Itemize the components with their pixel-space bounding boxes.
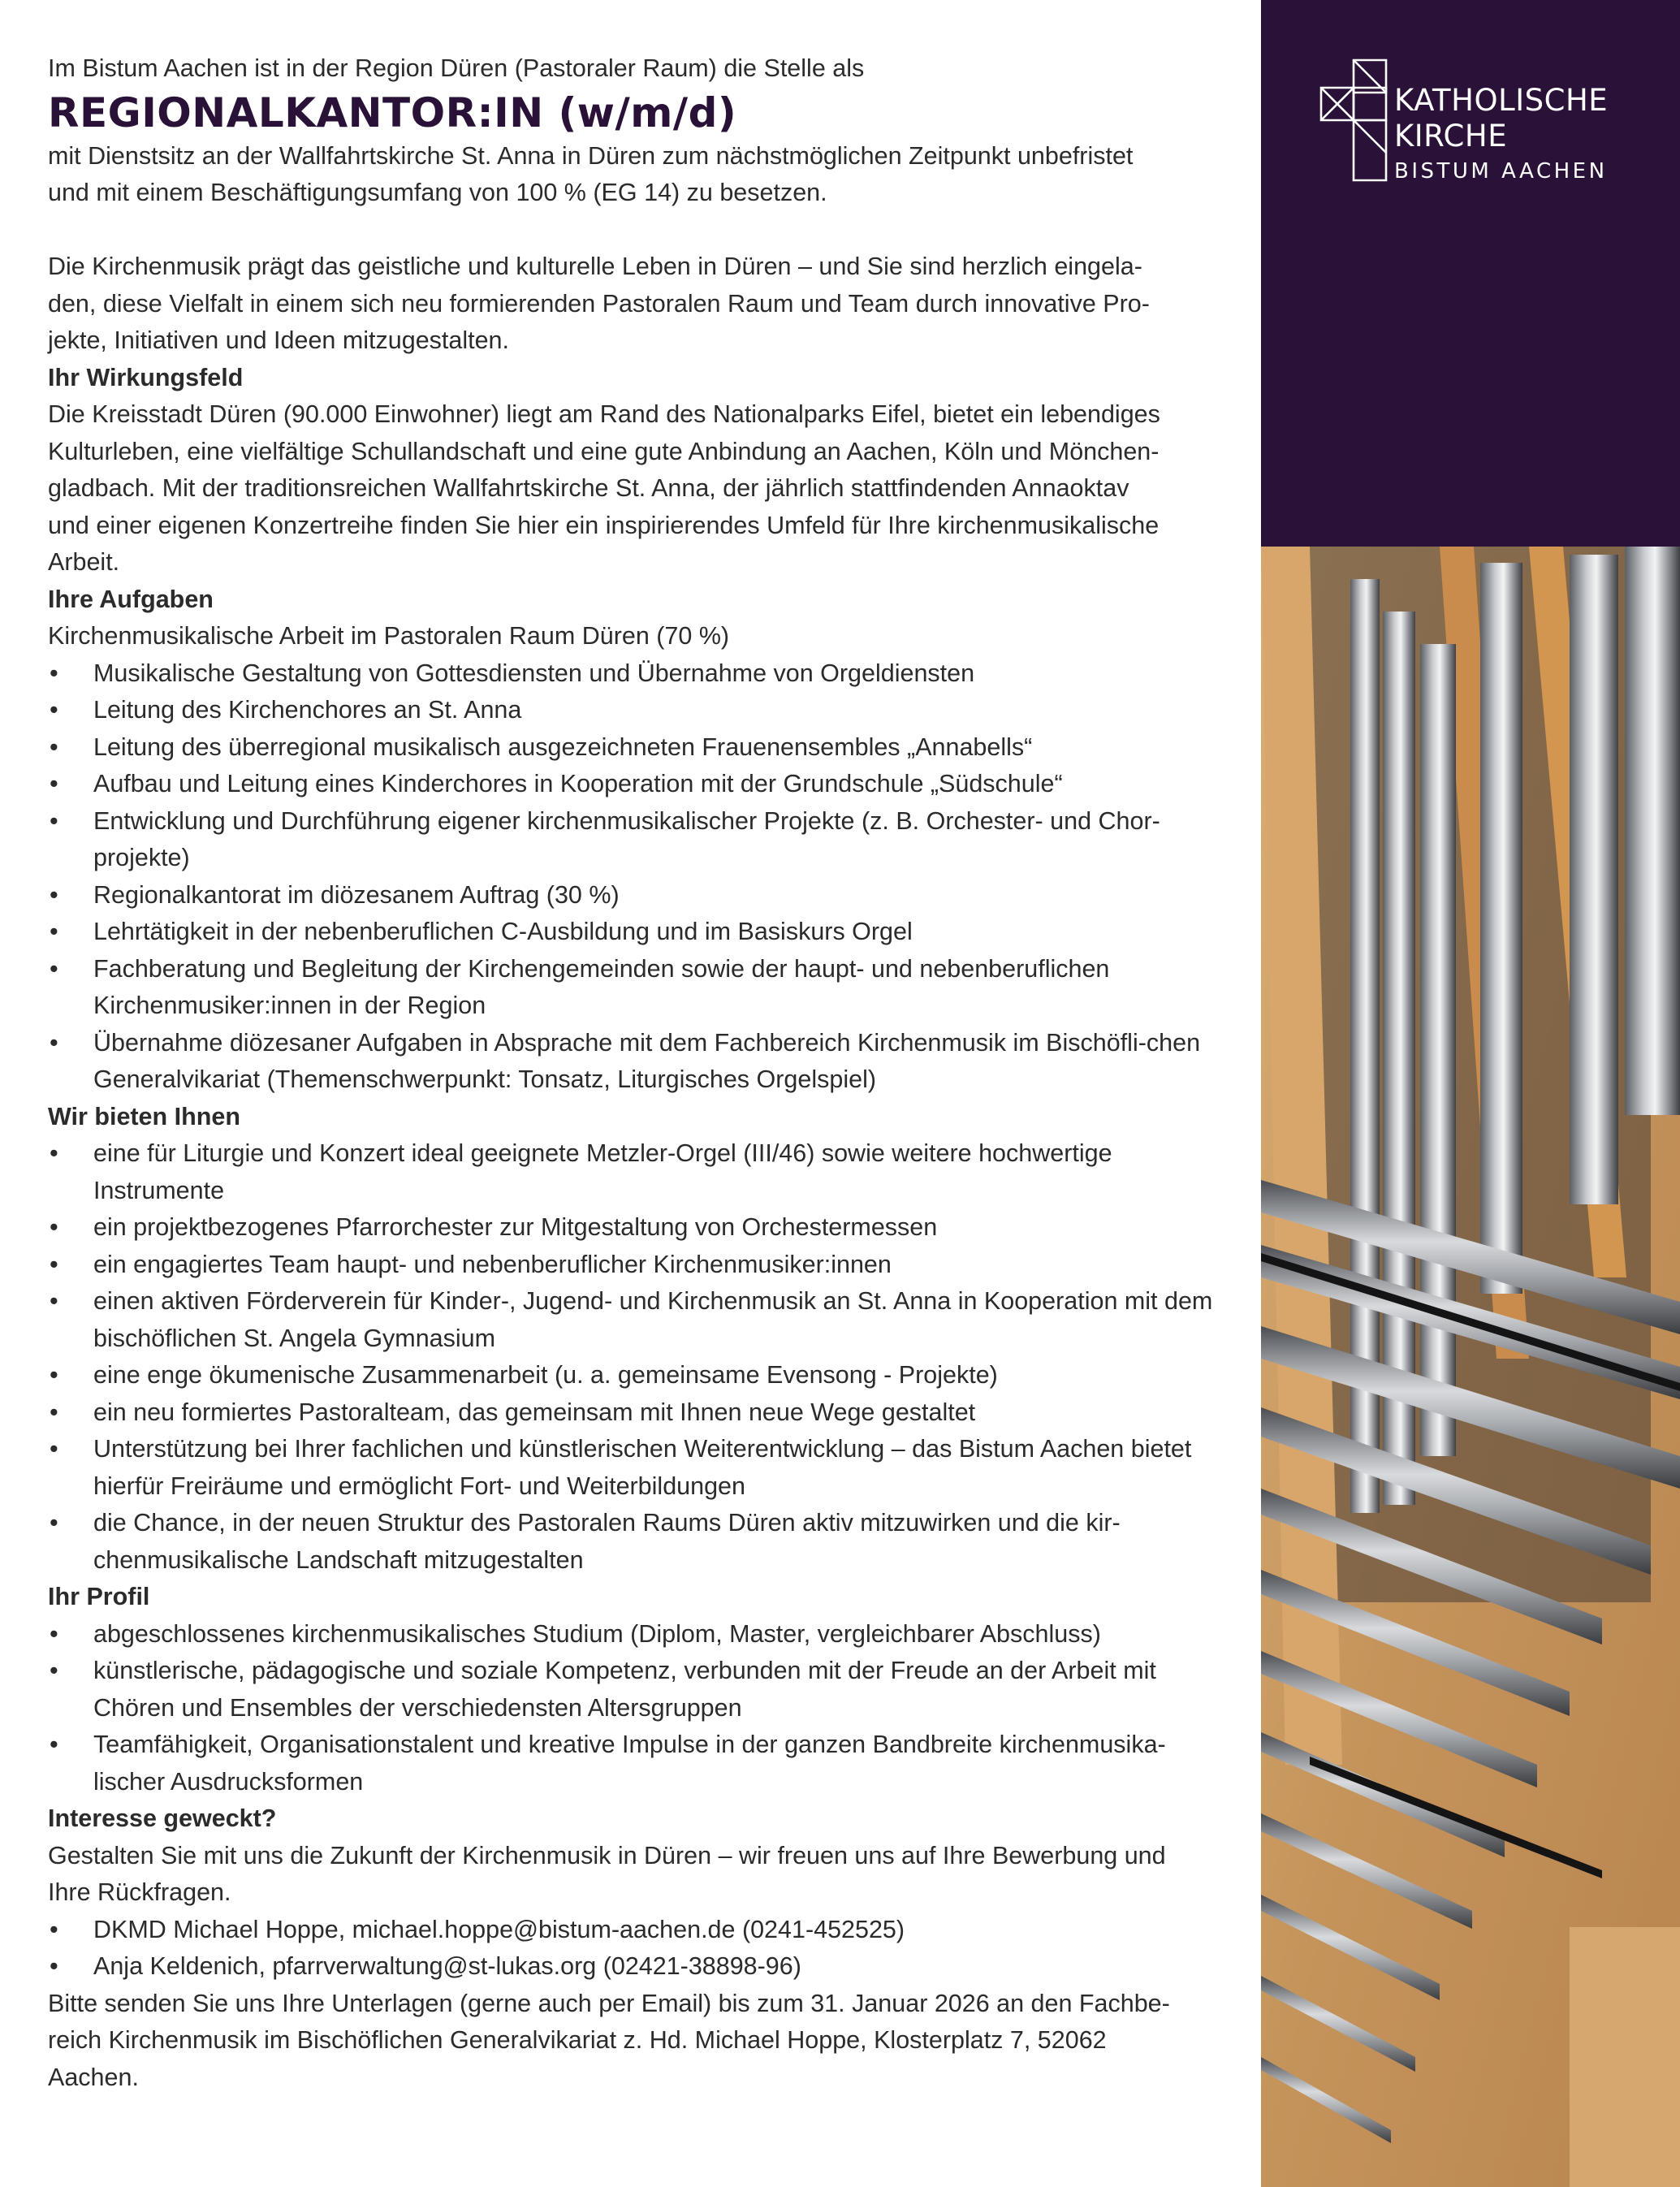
list-item: • Entwicklung und Durchführung eigener kirchenmusikalischer Projekte (z. B. Orchester- und Chor-projekte) (48, 803, 1217, 877)
intro-lead: Im Bistum Aachen ist in der Region Düren (Pastoraler Raum) die Stelle als (48, 54, 865, 82)
list-item: • Übernahme diözesaner Aufgaben in Absprache mit dem Fachbereich Kirchenmusik im Bischöfli-chen Generalvikariat (Themenschwerpunkt: Tonsatz, Liturgisches Orgelspiel) (48, 1025, 1217, 1099)
closing-line: Aachen. (48, 2063, 139, 2091)
welcome-line: jekte, Initiativen und Ideen mitzugestalten. (48, 326, 509, 354)
list-item: • Musikalische Gestaltung von Gottesdiensten und Übernahme von Orgeldiensten (48, 655, 1217, 693)
section-heading-profil: Ihr Profil (48, 1583, 150, 1610)
closing-line: reich Kirchenmusik im Bischöflichen Generalvikariat z. Hd. Michael Hoppe, Klosterplatz 7, 52062 (48, 2026, 1107, 2054)
wirkungsfeld-line: und einer eigenen Konzertreihe finden Sie hier ein inspirierendes Umfeld für Ihre kirchenmusikalische (48, 511, 1160, 539)
list-item: • künstlerische, pädagogische und soziale Kompetenz, verbunden mit der Freude an der Arbeit mit Chören und Ensembles der verschiedensten Altersgruppen (48, 1653, 1217, 1727)
paragraph-spacer (48, 212, 1217, 249)
closing-line: Bitte senden Sie uns Ihre Unterlagen (gerne auch per Email) bis zum 31. Januar 2026 an den Fachbe- (48, 1989, 1170, 2017)
list-item: • Leitung des überregional musikalisch ausgezeichneten Frauenensembles „Annabells“ (48, 729, 1217, 767)
section-heading-wirkungsfeld: Ihr Wirkungsfeld (48, 363, 244, 391)
list-item: • die Chance, in der neuen Struktur des Pastoralen Raums Düren aktiv mitzuwirken und die kir-chenmusikalische Landschaft mitzugestalten (48, 1505, 1217, 1579)
bistum-aachen-logo (1319, 58, 1677, 188)
aufgaben-list (48, 655, 1217, 1099)
interesse-line: Ihre Rückfragen. (48, 1878, 231, 1906)
list-item: • eine enge ökumenische Zusammenarbeit (u. a. gemeinsame Evensong - Projekte) (48, 1357, 1217, 1394)
aufgaben-subheading: Kirchenmusikalische Arbeit im Pastoralen Raum Düren (70 %) (48, 622, 730, 650)
section-heading-aufgaben: Ihre Aufgaben (48, 585, 214, 613)
list-item: • abgeschlossenes kirchenmusikalisches Studium (Diplom, Master, vergleichbarer Abschluss) (48, 1616, 1217, 1653)
wirkungsfeld-line: Die Kreisstadt Düren (90.000 Einwohner) liegt am Rand des Nationalparks Eifel, bietet ein lebendiges (48, 400, 1160, 428)
wirkungsfeld-line: gladbach. Mit der traditionsreichen Wallfahrtskirche St. Anna, der jährlich stattfindenden Annaoktav (48, 474, 1129, 502)
list-item: • Aufbau und Leitung eines Kinderchores in Kooperation mit der Grundschule „Südschule“ (48, 766, 1217, 803)
list-item: • ein projektbezogenes Pfarrorchester zur Mitgestaltung von Orchestermessen (48, 1209, 1217, 1247)
cross-logo-icon (1319, 58, 1388, 182)
list-item: • Regionalkantorat im diözesanem Auftrag (30 %) (48, 877, 1217, 914)
angebot-list (48, 1135, 1217, 1579)
interesse-line: Gestalten Sie mit uns die Zukunft der Kirchenmusik in Düren – wir freuen uns auf Ihre Bewerbung und (48, 1841, 1166, 1869)
logo-line-3: BISTUM AACHEN (1394, 159, 1608, 184)
contact-item: • DKMD Michael Hoppe, michael.hoppe@bistum-aachen.de (0241-452525) (48, 1912, 1217, 1949)
list-item: • ein engagiertes Team haupt- und nebenberuflicher Kirchenmusiker:innen (48, 1247, 1217, 1284)
wirkungsfeld-line: Kulturleben, eine vielfältige Schullandschaft und eine gute Anbindung an Aachen, Köln und Mönchen- (48, 437, 1160, 465)
list-item: • einen aktiven Förderverein für Kinder-, Jugend- und Kirchenmusik an St. Anna in Kooperation mit dem bischöflichen St. Angela Gymnasium (48, 1283, 1217, 1357)
profil-list (48, 1616, 1217, 1801)
job-posting (48, 50, 1217, 2096)
wirkungsfeld-line: Arbeit. (48, 548, 120, 576)
organ-pipes-illustration (1261, 547, 1680, 2187)
job-title: REGIONALKANTOR:IN (w/m/d) (48, 89, 737, 136)
contact-list (48, 1912, 1217, 1986)
list-item: • ein neu formiertes Pastoralteam, das gemeinsam mit Ihnen neue Wege gestaltet (48, 1394, 1217, 1432)
list-item: • Leitung des Kirchenchores an St. Anna (48, 692, 1217, 729)
list-item: • Lehrtätigkeit in der nebenberuflichen C-Ausbildung und im Basiskurs Orgel (48, 914, 1217, 951)
contact-item: • Anja Keldenich, pfarrverwaltung@st-lukas.org (02421-38898-96) (48, 1948, 1217, 1986)
welcome-line: Die Kirchenmusik prägt das geistliche und kulturelle Leben in Düren – und Sie sind herzlich eingela- (48, 253, 1142, 280)
intro-line: mit Dienstsitz an der Wallfahrtskirche St. Anna in Düren zum nächstmöglichen Zeitpunkt unbefristet (48, 141, 1134, 170)
intro-line: und mit einem Beschäftigungsumfang von 100 % (EG 14) zu besetzen. (48, 179, 827, 206)
list-item: • Unterstützung bei Ihrer fachlichen und künstlerischen Weiterentwicklung – das Bistum Aachen bietet hierfür Freiräume und ermöglicht Fort- und Weiterbildungen (48, 1431, 1217, 1505)
list-item: • eine für Liturgie und Konzert ideal geeignete Metzler-Orgel (III/46) sowie weitere hochwertige Instrumente (48, 1135, 1217, 1209)
section-heading-angebot: Wir bieten Ihnen (48, 1102, 240, 1130)
logo-panel (1261, 0, 1680, 547)
list-item: • Fachberatung und Begleitung der Kirchengemeinden sowie der haupt- und nebenberuflichen Kirchenmusiker:innen in der Region (48, 951, 1217, 1025)
section-heading-interesse: Interesse geweckt? (48, 1804, 277, 1832)
list-item: • Teamfähigkeit, Organisationstalent und kreative Impulse in der ganzen Bandbreite kirchenmusika-lischer Ausdrucksformen (48, 1727, 1217, 1800)
welcome-line: den, diese Vielfalt in einem sich neu formierenden Pastoralen Raum und Team durch innovative Pro- (48, 289, 1150, 318)
logo-line-1: KATHOLISCHE (1394, 83, 1609, 118)
logo-line-2: KIRCHE (1394, 119, 1508, 153)
organ-pipes-photo (1261, 547, 1680, 2187)
